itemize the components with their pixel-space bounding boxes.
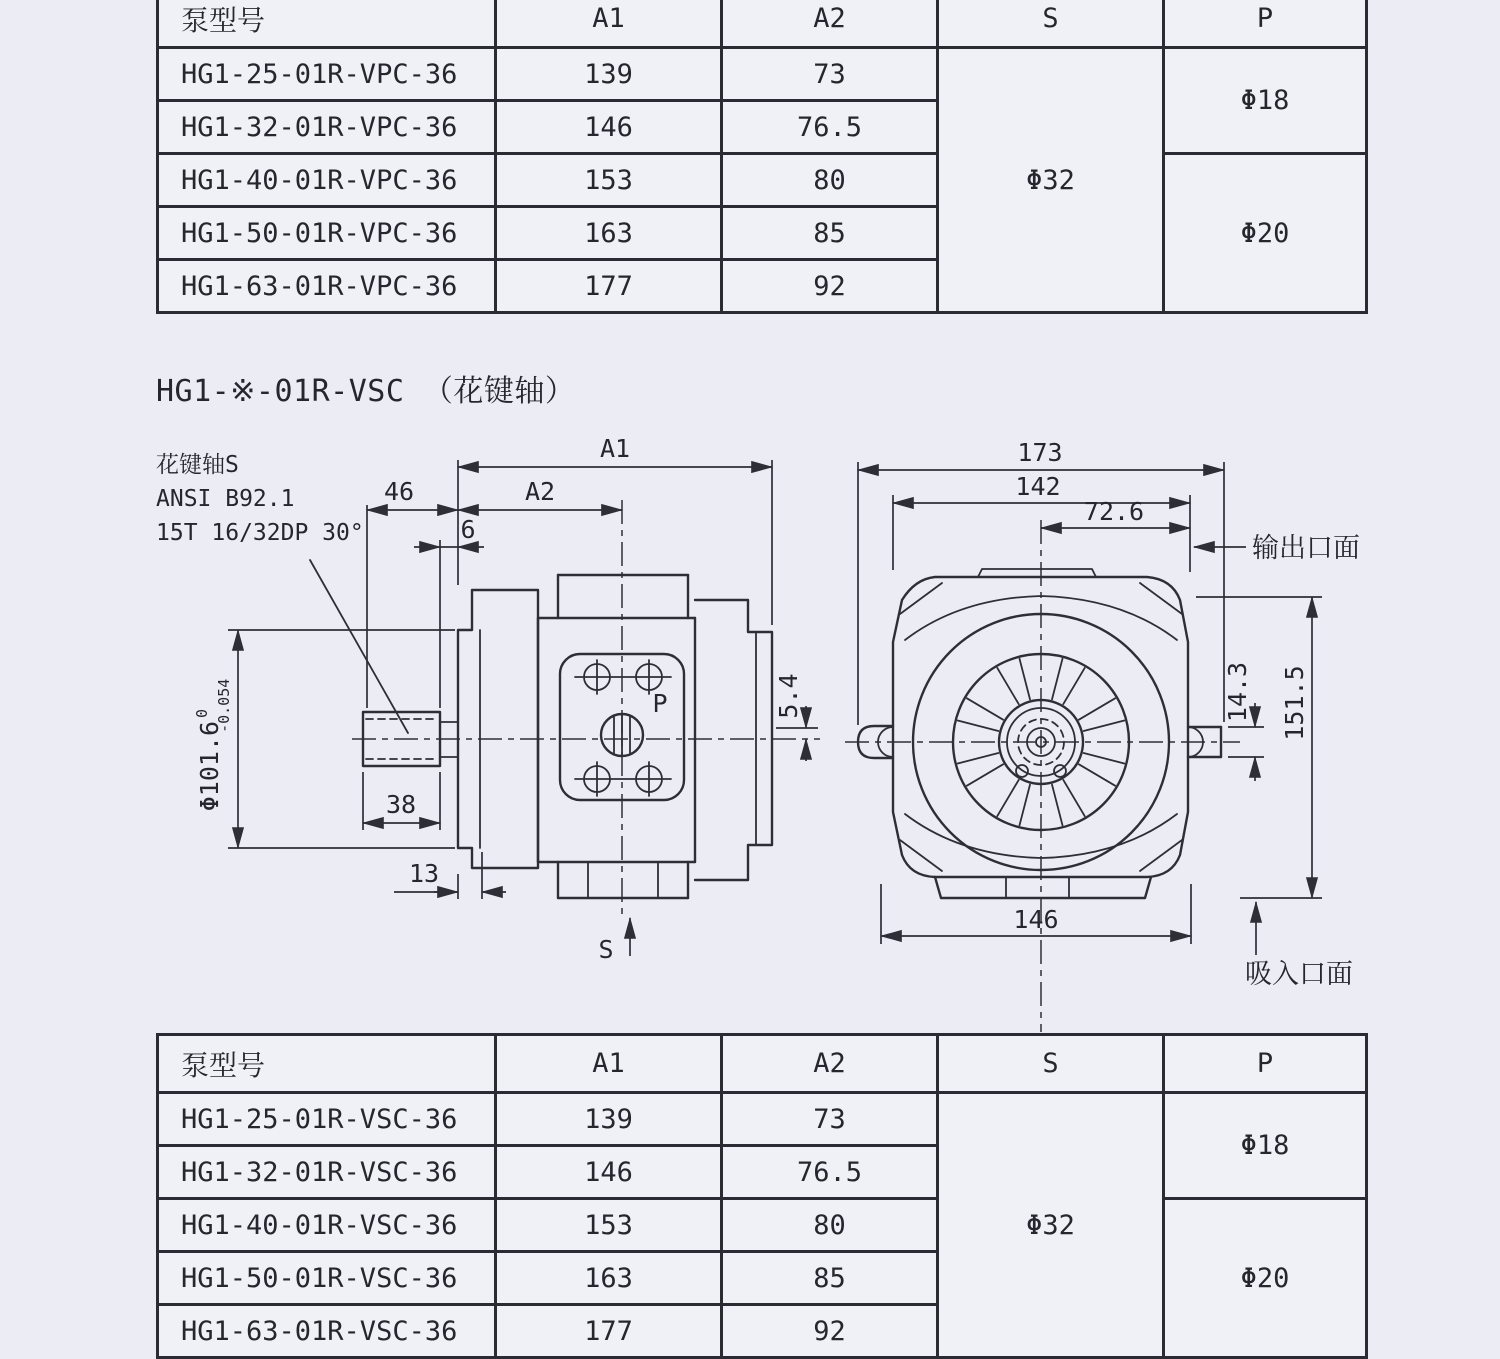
inlet-face-label: 吸入口面 [1245, 959, 1353, 990]
bottom-flange [935, 877, 1151, 898]
cell-s-merged: Φ32 [938, 48, 1164, 313]
cell-model: HG1-63-01R-VSC-36 [158, 1305, 496, 1358]
cell-p-merged-bottom: Φ20 [1164, 154, 1367, 313]
col-header-a2: A2 [722, 0, 938, 48]
col-header-a1: A1 [496, 0, 722, 48]
rear-cover [695, 600, 772, 880]
dim-38-label: 38 [385, 790, 417, 819]
technical-drawing [0, 430, 1500, 1035]
pump-spec-table-vsc [156, 1033, 1368, 1359]
outlet-face-label: 输出口面 [1252, 533, 1360, 564]
side-view-dimension-labels [193, 434, 803, 964]
dia-value: Φ101.6 [195, 720, 224, 812]
cell-a2: 76.5 [722, 101, 938, 154]
front-flange [458, 590, 538, 868]
spline-shaft-note [156, 452, 408, 733]
col-header-s: S [938, 1035, 1164, 1093]
cell-model: HG1-50-01R-VSC-36 [158, 1252, 496, 1305]
table-header-row [158, 1035, 1367, 1093]
cell-a1: 139 [496, 1093, 722, 1146]
cell-p-merged-top: Φ18 [1164, 1093, 1367, 1199]
cell-model: HG1-32-01R-VSC-36 [158, 1146, 496, 1199]
cell-p-merged-top: Φ18 [1164, 48, 1367, 154]
cell-a1: 139 [496, 48, 722, 101]
cell-model: HG1-25-01R-VPC-36 [158, 48, 496, 101]
cell-a2: 85 [722, 207, 938, 260]
pump-body [538, 575, 695, 898]
dim-6-label: 6 [460, 515, 476, 544]
cell-s-merged: Φ32 [938, 1093, 1164, 1358]
dim-173-label: 173 [1017, 438, 1063, 467]
cell-a1: 163 [496, 1252, 722, 1305]
spline-note-leader [310, 560, 408, 733]
cell-model: HG1-32-01R-VPC-36 [158, 101, 496, 154]
col-header-p: P [1164, 1035, 1367, 1093]
cell-model: HG1-25-01R-VSC-36 [158, 1093, 496, 1146]
dim-13-label: 13 [408, 859, 440, 888]
spline-note-line2: ANSI B92.1 [156, 486, 295, 512]
table-row [158, 1093, 1367, 1146]
side-view-outline [352, 500, 820, 914]
table-header-row [158, 0, 1367, 48]
col-header-model: 泵型号 [158, 0, 496, 48]
cell-model: HG1-63-01R-VPC-36 [158, 260, 496, 313]
dim-72-6-label: 72.6 [1083, 497, 1145, 526]
dim-a1-label: A1 [599, 434, 631, 463]
dim-46-label: 46 [383, 477, 415, 506]
port-p-label: P [652, 689, 668, 718]
front-view-outline [845, 520, 1240, 1032]
table-row [158, 48, 1367, 101]
table-row [158, 1199, 1367, 1252]
dim-5-4-label: 5.4 [774, 673, 803, 719]
col-header-a2: A2 [722, 1035, 938, 1093]
cell-a1: 153 [496, 154, 722, 207]
dia-tol-upper: 0 [193, 708, 211, 718]
cell-a1: 146 [496, 101, 722, 154]
cell-model: HG1-50-01R-VPC-36 [158, 207, 496, 260]
table-row [158, 154, 1367, 207]
spline-note-line3: 15T 16/32DP 30° [156, 520, 364, 546]
spline-note-line1: 花键轴S [156, 452, 239, 478]
cell-a2: 92 [722, 1305, 938, 1358]
cell-a1: 153 [496, 1199, 722, 1252]
col-header-s: S [938, 0, 1164, 48]
pump-spec-table-vpc [156, 0, 1368, 314]
dim-146-label: 146 [1013, 905, 1059, 934]
cell-model: HG1-40-01R-VSC-36 [158, 1199, 496, 1252]
port-s-label: S [598, 935, 614, 964]
cell-a2: 85 [722, 1252, 938, 1305]
dim-14-3-label: 14.3 [1223, 661, 1252, 723]
dim-a2-label: A2 [524, 477, 556, 506]
cell-a2: 76.5 [722, 1146, 938, 1199]
cell-model: HG1-40-01R-VPC-36 [158, 154, 496, 207]
front-view-dimension-labels [1013, 438, 1360, 990]
cell-a1: 146 [496, 1146, 722, 1199]
cell-a2: 73 [722, 48, 938, 101]
cell-a2: 80 [722, 154, 938, 207]
cell-a1: 177 [496, 260, 722, 313]
cell-a1: 163 [496, 207, 722, 260]
cell-a1: 177 [496, 1305, 722, 1358]
dim-151-5-label: 151.5 [1280, 665, 1309, 741]
section-heading: HG1-※-01R-VSC （花键轴） [156, 374, 576, 409]
cell-a2: 73 [722, 1093, 938, 1146]
cell-a2: 80 [722, 1199, 938, 1252]
cell-p-merged-bottom: Φ20 [1164, 1199, 1367, 1358]
col-header-model: 泵型号 [158, 1035, 496, 1093]
cell-a2: 92 [722, 260, 938, 313]
dim-142-label: 142 [1015, 472, 1061, 501]
dim-dia-101-6-label [193, 679, 233, 812]
dia-tol-lower: -0.054 [215, 678, 233, 733]
col-header-a1: A1 [496, 1035, 722, 1093]
col-header-p: P [1164, 0, 1367, 48]
